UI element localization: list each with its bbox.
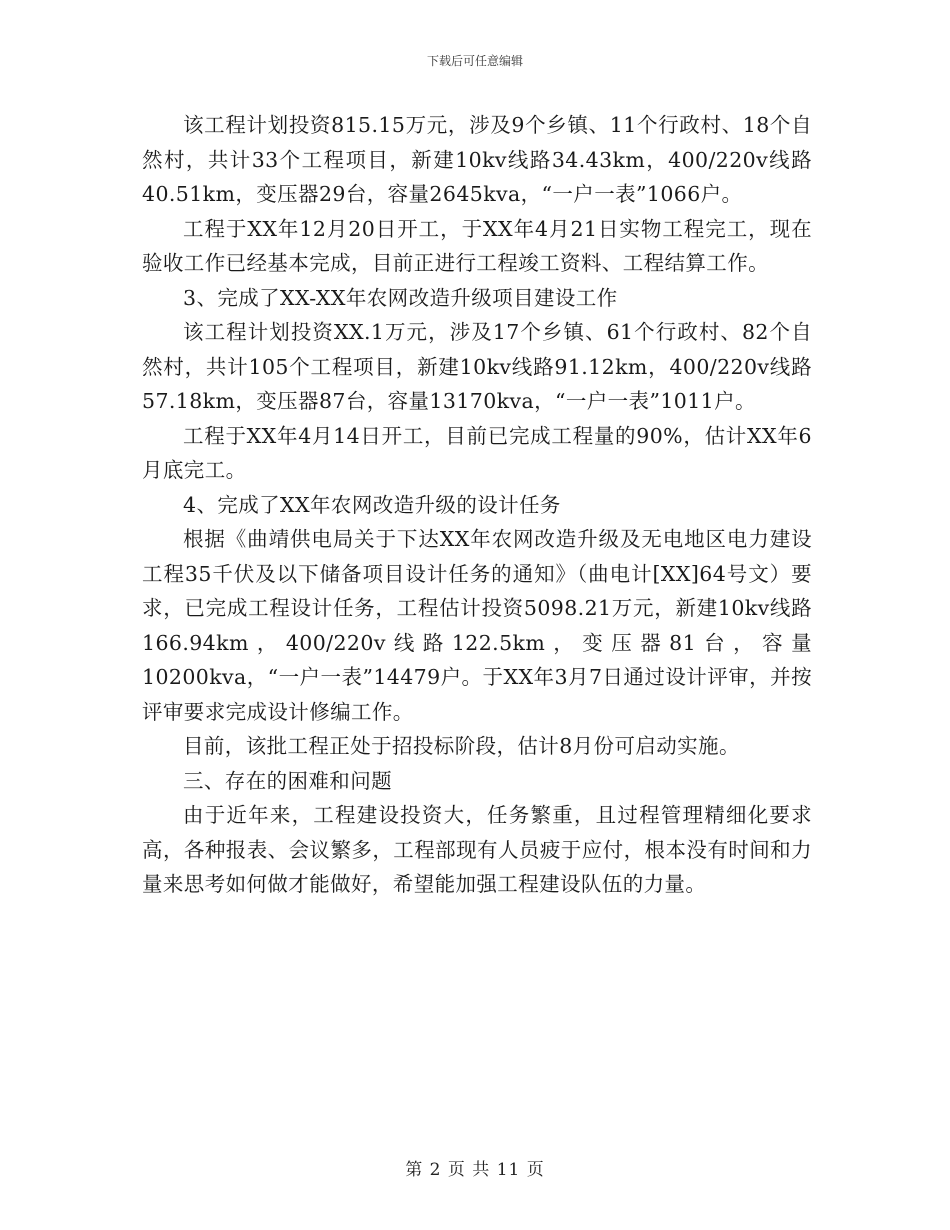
paragraph-design-task: 根据《曲靖供电局关于下达XX年农网改造升级及无电地区电力建设工程35千伏及以下储备项目设计任务的通知》（曲电计[XX]64号文）要求，已完成工程设计任务，工程估计投资5098.21万元，新建10kv线路166.94km，400/220v线路122.5km，变压器81台，容量10200kva，“一户一表”14479户。于XX年3月7日通过设计评审，并按评审要求完成设计修编工作。 bbox=[142, 527, 812, 724]
paragraph-project-summary-1: 该工程计划投资815.15万元，涉及9个乡镇、11个行政村、18个自然村，共计33个工程项目，新建10kv线路34.43km，400/220v线路40.51km，变压器29台，容量2645kva，“一户一表”1066户。 bbox=[142, 113, 812, 206]
section-heading-problems: 三、存在的困难和问题 bbox=[183, 768, 392, 793]
paragraph-project-summary-2: 该工程计划投资XX.1万元，涉及17个乡镇、61个行政村、82个自然村，共计105个工程项目，新建10kv线路91.12km，400/220v线路57.18km，变压器87台，容量13170kva，“一户一表”1011户。 bbox=[142, 320, 812, 413]
paragraph-bidding-status: 目前，该批工程正处于招投标阶段，估计8月份可启动实施。 bbox=[183, 734, 740, 758]
paragraph-problems-detail: 由于近年来，工程建设投资大，任务繁重，且过程管理精细化要求高，各种报表、会议繁多，工程部现有人员疲于应付，根本没有时间和力量来思考如何做才能做好，希望能加强工程建设队伍的力量。 bbox=[142, 803, 812, 896]
page-header: 下载后可任意编辑 bbox=[426, 54, 523, 68]
section-heading-item-3: 3、完成了XX-XX年农网改造升级项目建设工作 bbox=[183, 285, 618, 310]
document-body bbox=[142, 108, 812, 902]
page-number: 第 2 页 共 11 页 bbox=[405, 1160, 545, 1180]
section-heading-item-4: 4、完成了XX年农网改造升级的设计任务 bbox=[183, 492, 561, 517]
paragraph-project-schedule-2: 工程于XX年4月14日开工，目前已完成工程量的90%，估计XX年6月底完工。 bbox=[142, 423, 812, 482]
paragraph-project-schedule-1: 工程于XX年12月20日开工，于XX年4月21日实物工程完工，现在验收工作已经基本完成，目前正进行工程竣工资料、工程结算工作。 bbox=[142, 216, 812, 275]
